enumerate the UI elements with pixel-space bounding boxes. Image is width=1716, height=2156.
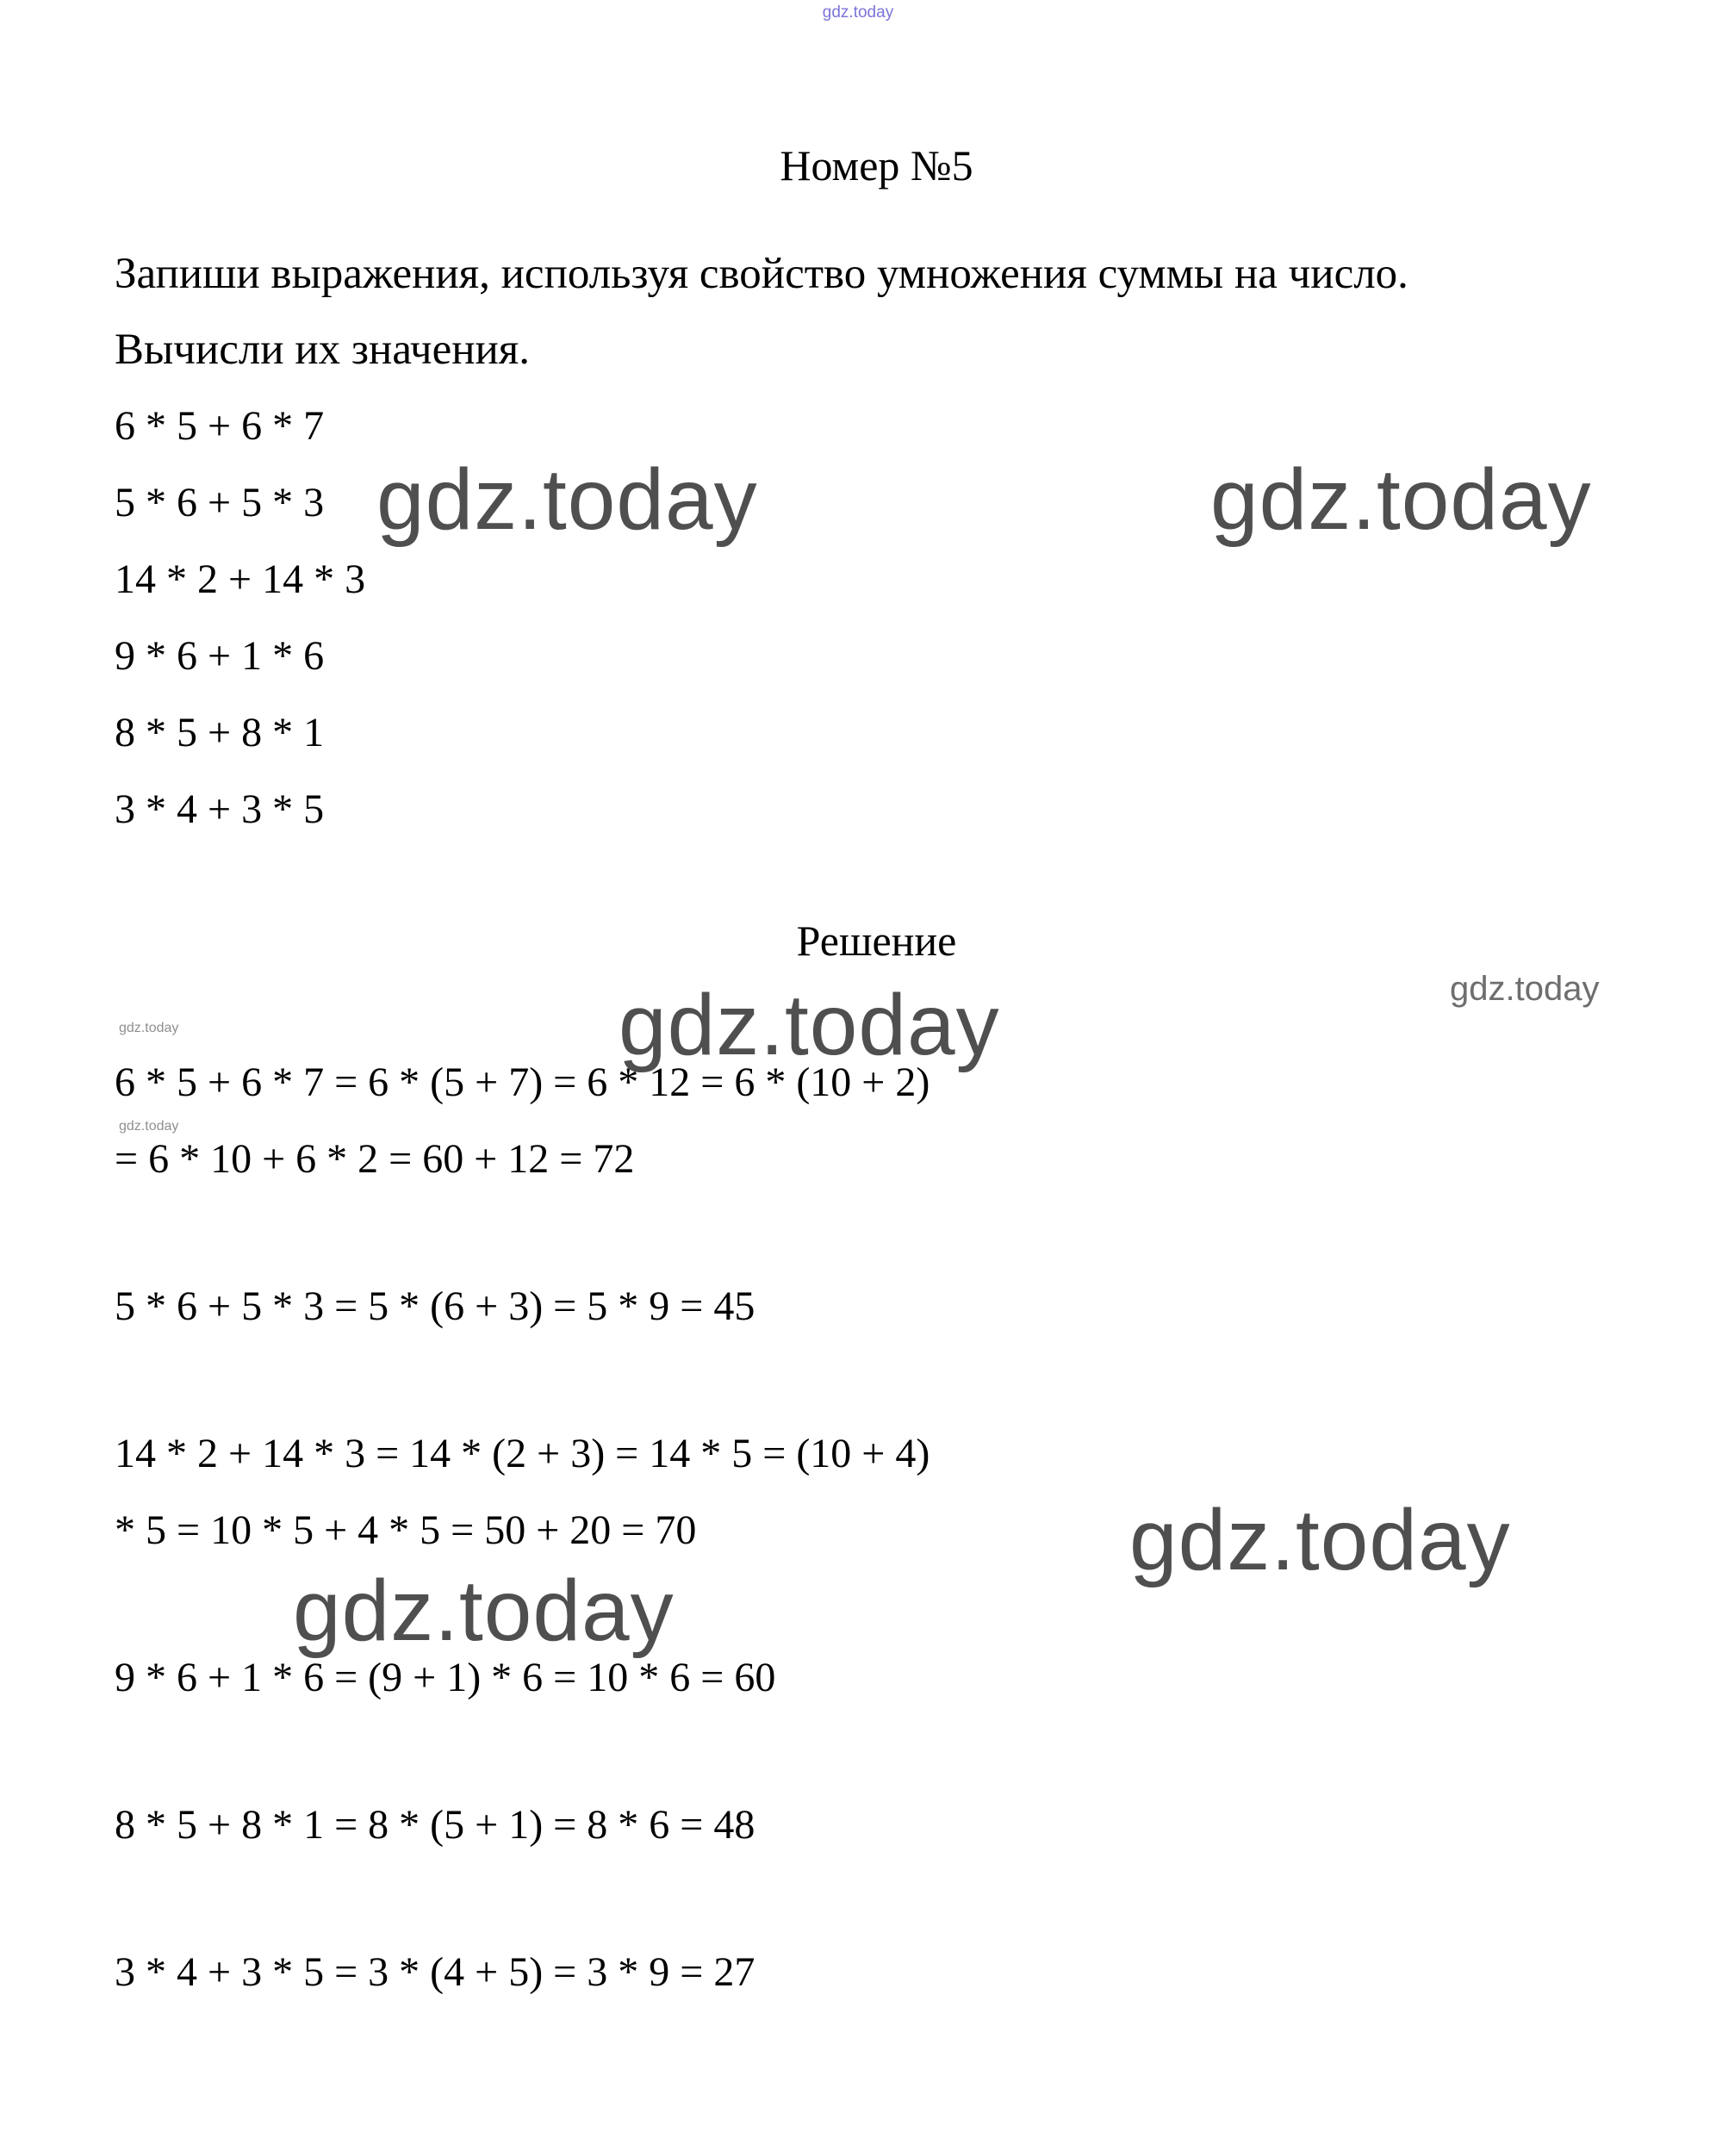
watermark-top: gdz.today (822, 3, 894, 22)
solution-line: 5 * 6 + 5 * 3 = 5 * (6 + 3) = 5 * 9 = 45 (115, 1283, 755, 1329)
solution-blocks (115, 1044, 1638, 2010)
solution-block-6 (115, 1934, 1638, 2010)
solution-heading: Решение (796, 916, 957, 965)
solution-line: = 6 * 10 + 6 * 2 = 60 + 12 = 72 (115, 1136, 635, 1182)
page-title: Номер №5 (780, 141, 973, 190)
expression-4: 9 * 6 + 1 * 6 (115, 633, 325, 679)
expression-6: 3 * 4 + 3 * 5 (115, 786, 325, 832)
solution-block-3 (115, 1415, 1638, 1569)
task-text-line-1: Запиши выражения, используя свойство умножения суммы на число. (115, 250, 1408, 298)
solution-line: 14 * 2 + 14 * 3 = 14 * (2 + 3) = 14 * 5 = (10 + 4) (115, 1431, 930, 1476)
watermark-gdz-large-5: gdz.today (293, 1563, 675, 1659)
solution-block-2 (115, 1268, 1638, 1345)
solution-line: 6 * 5 + 6 * 7 = 6 * (5 + 7) = 6 * 12 = 6 * (10 + 2) (115, 1059, 930, 1105)
solution-line: * 5 = 10 * 5 + 4 * 5 = 50 + 20 = 70 (115, 1507, 697, 1553)
solution-line: 9 * 6 + 1 * 6 = (9 + 1) * 6 = 10 * 6 = 60 (115, 1655, 776, 1700)
expression-3: 14 * 2 + 14 * 3 (115, 556, 366, 602)
solution-line: 8 * 5 + 8 * 1 = 8 * (5 + 1) = 8 * 6 = 48 (115, 1802, 755, 1848)
solution-block-4 (115, 1639, 1638, 1716)
watermark-gdz-tiny-1: gdz.today (119, 1021, 179, 1035)
solution-line: 3 * 4 + 3 * 5 = 3 * (4 + 5) = 3 * 9 = 27 (115, 1949, 755, 1995)
expression-2: 5 * 6 + 5 * 3 (115, 480, 325, 525)
expression-list (115, 388, 1638, 848)
watermark-gdz-large-1: gdz.today (376, 451, 758, 548)
watermark-gdz-large-4: gdz.today (1129, 1492, 1511, 1588)
expression-5: 8 * 5 + 8 * 1 (115, 710, 325, 755)
solution-block-1 (115, 1044, 1638, 1197)
watermark-gdz-tiny-2: gdz.today (119, 1119, 179, 1134)
watermark-gdz-large-3: gdz.today (619, 977, 1000, 1073)
expression-1: 6 * 5 + 6 * 7 (115, 403, 325, 449)
solution-block-5 (115, 1786, 1638, 1863)
watermark-gdz-large-2: gdz.today (1210, 451, 1592, 548)
watermark-gdz-small-right: gdz.today (1450, 970, 1600, 1008)
task-text-line-2: Вычисли их значения. (115, 326, 531, 374)
task-text (115, 236, 1638, 388)
